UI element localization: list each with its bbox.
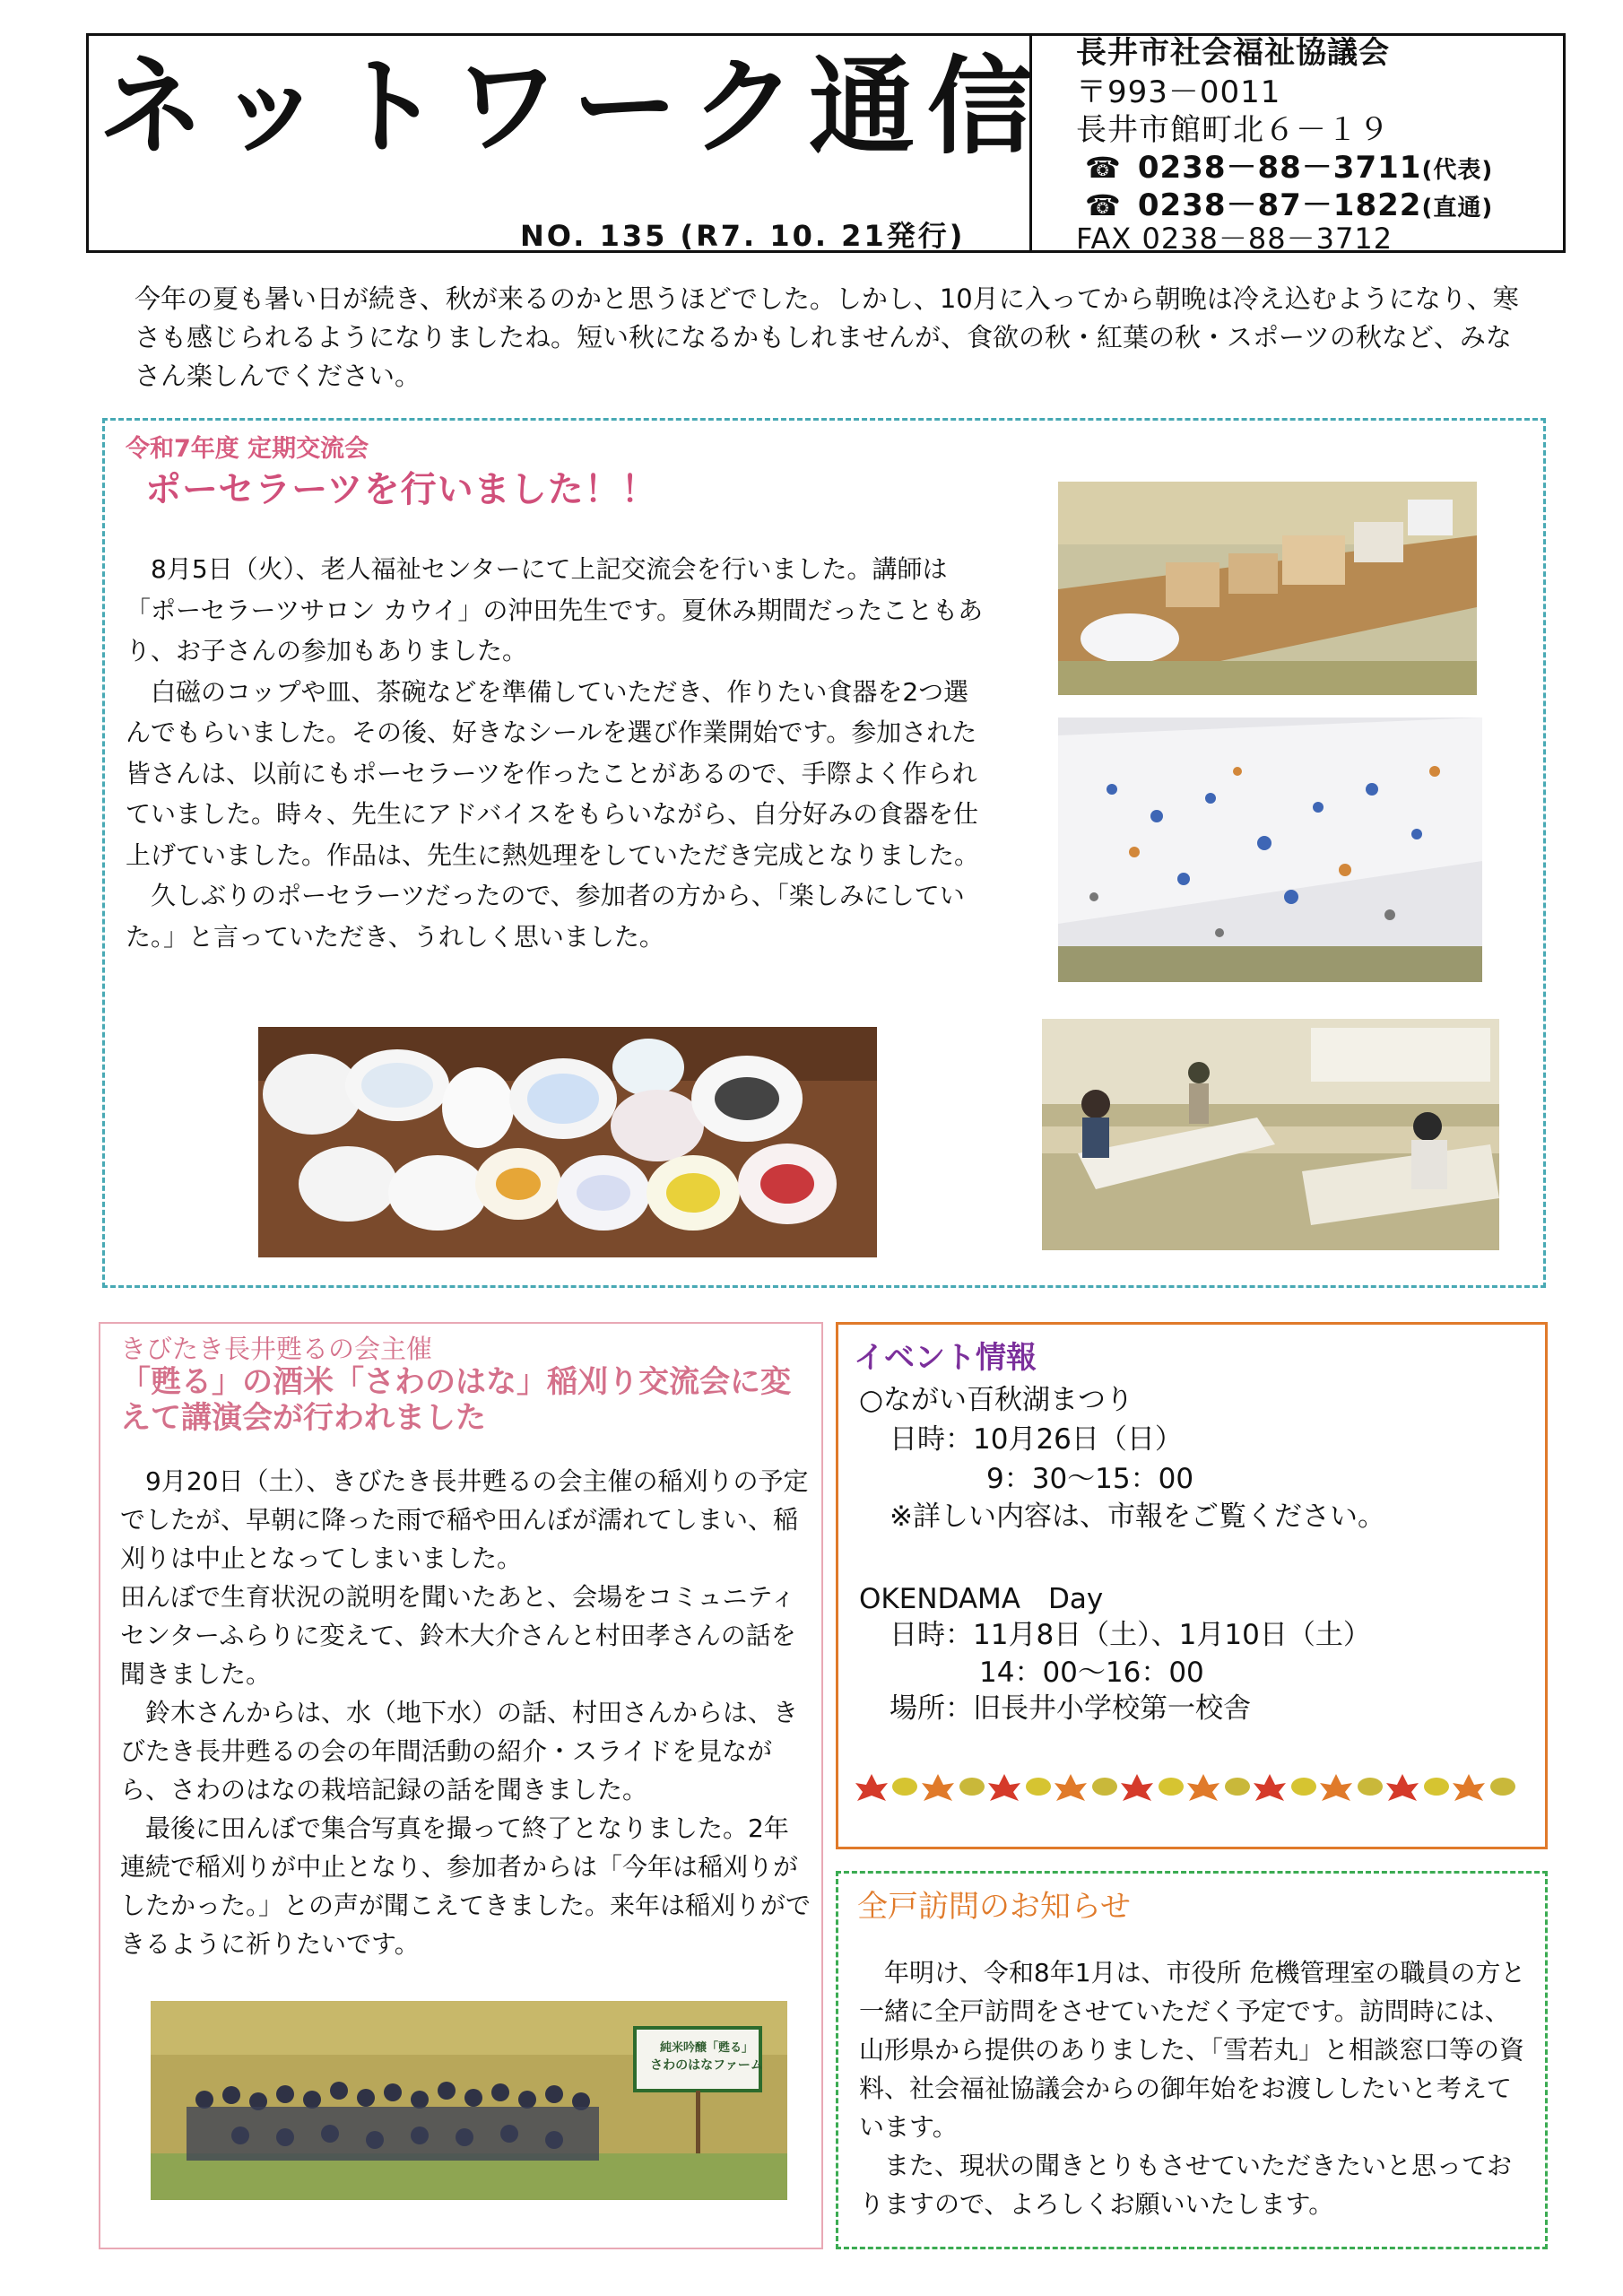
farm-sign-line1: 純米吟醸「甦る」 (659, 2041, 753, 2055)
photo-finished-plates (258, 1027, 877, 1257)
photo-group-rice-field (151, 2001, 787, 2200)
fax-number: FAX 0238－88－3712 (1076, 222, 1393, 256)
phone-direct-label: (直通) (1421, 195, 1494, 222)
phone-direct (1085, 187, 1494, 223)
paragraph: 年明け、令和8年1月は、市役所 危機管理室の職員の方と一緒に全戸訪問をさせていただく予定です。訪問時には、山形県から提供のありました、「雪若丸」と相談窓口等の資料、社会福祉協議会からの御年始をお渡ししたいと考えています。 (859, 1958, 1526, 2142)
intro-paragraph: 今年の夏も暑い日が続き、秋が来るのかと思うほどでした。しかし、10月に入ってから朝晩は冷え込むようになり、寒さも感じられるようになりましたね。短い秋になるかもしれませんが、食欲の秋・紅葉の秋・スポーツの秋など、みなさん楽しんでください。 (135, 283, 1519, 391)
event2-place: 場所：旧長井小学校第一校舎 (890, 1692, 1251, 1725)
events-title: イベント情報 (854, 1340, 1037, 1376)
phone-main (1085, 150, 1494, 186)
event2-date: 日時：11月8日（土）、1月10日（土） (890, 1619, 1371, 1651)
paragraph: 鈴木さんからは、水（地下水）の話、村田さんからは、きびたき長井甦るの会の年間活動の紹介・スライドを見ながら、さわのはなの栽培記録の話を聞きました。 (120, 1698, 799, 1805)
paragraph: 8月5日（火）、老人福祉センターにて上記交流会を行いました。講師は「ポーセラーツサロン カウイ」の沖田先生です。夏休み期間だったこともあり、お子さんの参加もありました。 (126, 554, 984, 665)
paragraph: また、現状の聞きとりもさせていただきたいと思っておりますので、よろしくお願いいたします。 (859, 2151, 1513, 2219)
event1-name: ○ながい百秋湖まつり (859, 1384, 1134, 1416)
newsletter-title: ネットワーク通信 (99, 45, 1046, 169)
farm-sign-line2: さわのはなファーム (650, 2058, 763, 2073)
article-porcelarts-body (126, 549, 986, 957)
phone-main-label: (代表) (1421, 157, 1494, 184)
paragraph: 白磁のコップや皿、茶碗などを準備していただき、作りたい食器を2つ選んでもらいました。その後、好きなシールを選び作業開始です。参加された皆さんは、以前にもポーセラーツを作ったことがあるので、手際よく作られていました。時々、先生にアドバイスをもらいながら、自分好みの食器を仕上げていました。作品は、先生に熱処理をしていただき完成となりました。 (126, 676, 980, 870)
phone-direct-number: 0238－87－1822 (1137, 187, 1422, 223)
photo-workshop-room (1042, 1019, 1499, 1250)
org-name: 長井市社会福祉協議会 (1076, 35, 1390, 71)
article-rice-kicker: きびたき長井甦るの会主催 (120, 1334, 433, 1364)
issue-number: NO. 135 (R7. 10. 21発行) (520, 219, 966, 253)
phone-icon: ☎ (1085, 188, 1122, 222)
phone-icon: ☎ (1085, 151, 1122, 185)
event1-time: 9：30〜15：00 (986, 1463, 1194, 1495)
photo-table-preparation (1058, 482, 1477, 695)
article-rice-headline: 「甦る」の酒米「さわのはな」稲刈り交流会に変えて講演会が行われました (120, 1364, 791, 1436)
article-porcelarts-headline: ポーセラーツを行いました！！ (145, 469, 658, 510)
postal-code: 〒993－0011 (1076, 74, 1281, 110)
photo-sticker-sheets (1058, 718, 1482, 982)
event1-note: ※詳しい内容は、市報をご覧ください。 (890, 1500, 1385, 1533)
notice-body (859, 1953, 1532, 2223)
address: 長井市館町北６－１９ (1076, 112, 1390, 148)
event2-name: OKENDAMA Day (859, 1583, 1104, 1615)
phone-main-number: 0238－88－3711 (1137, 150, 1422, 186)
autumn-leaves-border (855, 1769, 1537, 1805)
paragraph: 田んぼで生育状況の説明を聞いたあと、会場をコミュニティセンターふらりに変えて、鈴木大介さんと村田孝さんの話を聞きました。 (120, 1582, 796, 1689)
paragraph: 久しぶりのポーセラーツだったので、参加者の方から、「楽しみにしていた。」と言っていただき、うれしく思いました。 (126, 881, 965, 952)
article-rice-body (120, 1462, 811, 1963)
event2-time: 14：00〜16：00 (979, 1657, 1204, 1689)
notice-title: 全戸訪問のお知らせ (857, 1889, 1131, 1925)
paragraph: 最後に田んぼで集合写真を撮って終了となりました。2年連続で稲刈りが中止となり、参加者からは「今年は稲刈りがしたかった。」との声が聞こえてきました。来年は稲刈りができるように祈りたいです。 (120, 1813, 812, 1959)
article-porcelarts-kicker: 令和7年度 定期交流会 (126, 435, 369, 463)
paragraph: 9月20日（土）、きびたき長井甦るの会主催の稲刈りの予定でしたが、早朝に降った雨で稲や田んぼが濡れてしまい、稲刈りは中止となってしまいました。 (120, 1466, 809, 1573)
event1-date: 日時：10月26日（日） (890, 1423, 1183, 1456)
